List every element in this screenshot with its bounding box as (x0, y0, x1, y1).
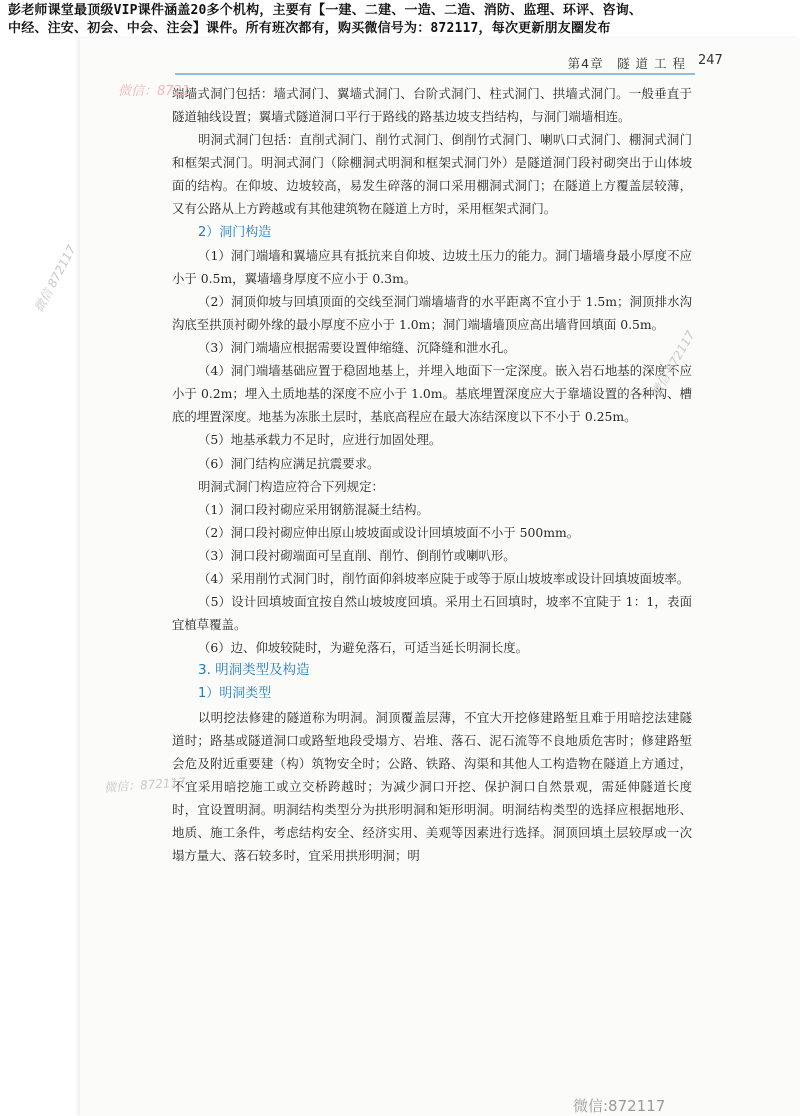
banner-line-1: 彭老师课堂最顶级VIP课件涵盖20多个机构，主要有【一建、二建、一造、二造、消防、监理、环评、咨询、 (8, 3, 643, 18)
paragraph-open-cut-tunnel-types: 以明挖法修建的隧道称为明洞。洞顶覆盖层薄，不宜大开挖修建路堑且难于用暗挖法建隧道时；路基或隧道洞口或路堑地段受塌方、岩堆、落石、泥石流等不良地质危害时；修建路堑会危及附近重要建（构）筑物安全时；公路、铁路、沟渠和其他人工构造物在隧道上方通过，不宜采用暗挖施工或立交桥跨越时；为减少洞口开挖、保护洞口自然景观，需延伸隧道长度时，宜设置明洞。明洞结构类型分为拱形明洞和矩形明洞。明洞结构类型的选择应根据地形、地质、施工条件，考虑结构安全、经济实用、美观等因素进行选择。洞顶回填土层较厚或一次塌方量大、落石较多时，宜采用拱形明洞；明 (172, 709, 692, 864)
list-item: （5）地基承载力不足时，应进行加固处理。 (198, 432, 442, 448)
page-number: 247 (698, 53, 723, 68)
heading-portal-structure: 2）洞门构造 (198, 224, 272, 240)
list-item: （3）洞门端墙应根据需要设置伸缩缝、沉降缝和泄水孔。 (198, 340, 516, 356)
watermark: 微信 872117 (648, 328, 698, 400)
heading-section-3: 3. 明洞类型及构造 (198, 662, 310, 679)
list-item: （2）洞口段衬砌应伸出原山坡坡面或设计回填坡面不小于 500mm。 (198, 524, 580, 540)
list-item: （4）洞门端墙基础应置于稳固地基上，并埋入地面下一定深度。嵌入岩石地基的深度不应小于 0.2m；埋入土质地基的深度不应小于 1.0m。基底埋置深度应大于靠墙设置的各种沟、槽底的埋置深度。地基为冻胀土层时，基底高程应在最大冻结深度以下不小于 0.25m。 (172, 363, 692, 425)
paragraph-open-cut-portals: 明洞式洞门包括：直削式洞门、削竹式洞门、倒削竹式洞门、喇叭口式洞门、棚洞式洞门和框架式洞门。明洞式洞门（除棚洞式明洞和框架式洞门外）是隧道洞门段衬砌突出于山体坡面的结构。在仰坡、边坡较高，易发生碎落的洞口采用棚洞式洞门；在隧道上方覆盖层较薄，又有公路从上方跨越或有其他建筑物在隧道上方时，采用框架式洞门。 (172, 132, 692, 217)
paragraph-end-wall-portals: 端墙式洞门包括：墙式洞门、翼墙式洞门、台阶式洞门、柱式洞门、拱墙式洞门。一般垂直于隧道轴线设置；翼墙式隧道洞口平行于路线的路基边坡支挡结构，与洞门端墙相连。 (172, 86, 692, 125)
header-rule (175, 73, 695, 75)
watermark: 微信：8721 (118, 84, 191, 99)
page-body (172, 82, 692, 867)
watermark: 微信 872117 (31, 242, 79, 315)
paragraph-open-cut-rules-intro: 明洞式洞门构造应符合下列规定： (198, 478, 384, 494)
footer-watermark: 微信:872117 (573, 1097, 666, 1115)
list-item: （1）洞门端墙和翼墙应具有抵抗来自仰坡、边坡土压力的能力。洞门墙墙身最小厚度不应小于 0.5m，翼墙墙身厚度不应小于 0.3m。 (172, 247, 692, 286)
list-item: （1）洞口段衬砌应采用钢筋混凝土结构。 (198, 501, 429, 517)
watermark: 微信：872117 (103, 775, 187, 795)
list-item: （6）边、仰坡较陡时，为避免落石，可适当延长明洞长度。 (198, 640, 529, 656)
list-item: （4）采用削竹式洞门时，削竹面仰斜坡率应陡于或等于原山坡坡率或设计回填坡面坡率。 (198, 570, 690, 586)
list-item: （2）洞顶仰坡与回填顶面的交线至洞门端墙墙背的水平距离不宜小于 1.5m；洞顶排水沟沟底至拱顶衬砌外缘的最小厚度不应小于 1.0m；洞门端墙墙顶应高出墙背回填面 0.5m。 (172, 293, 692, 332)
promo-banner (8, 2, 788, 38)
banner-line-2: 中经、注安、初会、中会、注会】课件。所有班次都有，购买微信号为：872117，每次更新朋友圈发布 (8, 21, 611, 36)
list-item: （3）洞口段衬砌端面可呈直削、削竹、倒削竹或喇叭形。 (198, 547, 516, 563)
running-head: 第4章 隧 道 工 程 (567, 56, 686, 71)
list-item: （6）洞门结构应满足抗震要求。 (198, 455, 380, 471)
heading-open-cut-types: 1）明洞类型 (198, 686, 272, 702)
list-item: （5）设计回填坡面宜按自然山坡坡度回填。采用土石回填时，坡率不宜陡于 1：1，表面宜植草覆盖。 (172, 594, 692, 633)
